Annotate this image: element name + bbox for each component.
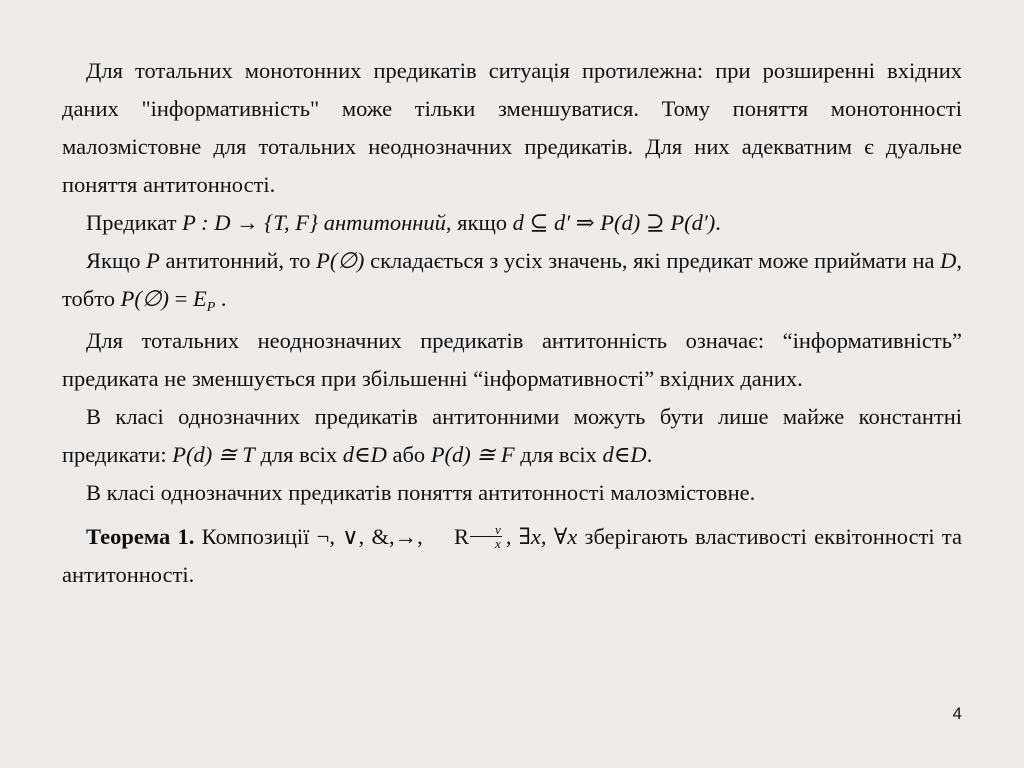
slide-body <box>62 52 962 594</box>
formula-true: P(d) ≅ T <box>172 442 255 467</box>
predicate-declaration: P : D → {T, F} <box>182 210 319 235</box>
antitone-condition: d ⊆ d′ ⇒ P(d) ⊇ P(d′) <box>512 210 716 235</box>
formula-domain: d∈D <box>602 442 647 467</box>
text-fragment: Якщо <box>86 248 147 273</box>
definition-end: . <box>715 210 721 235</box>
page-number: 4 <box>952 704 962 723</box>
renomination-operator <box>430 518 502 556</box>
paragraph-constant-predicates <box>62 398 962 474</box>
math-p-empty: P(∅) <box>316 248 365 273</box>
composition-operators: ¬, ∨, &,→, <box>316 524 423 549</box>
quantifiers: , ∃x, ∀x <box>505 524 578 549</box>
math-e: E <box>192 286 207 311</box>
text-fragment: для всіх <box>254 442 343 467</box>
text-fragment: або <box>386 442 431 467</box>
text-fragment: В класі однозначних предикатів антитонними можуть бути лише майже константні предикати: <box>62 404 962 467</box>
text-fragment: антитонний, то <box>159 248 317 273</box>
renomination-letter: R <box>454 524 470 549</box>
renomination-fraction <box>470 523 502 550</box>
definition-lead: Предикат <box>86 210 183 235</box>
renomination-denominator: x <box>495 536 501 552</box>
paragraph-informativity: Для тотальних неоднозначних предикатів антитонність означає: “інформативність” предиката не зменшується при збільшенні “інформативності” вхідних даних. <box>62 328 962 391</box>
theorem-label: Теорема 1. <box>86 524 195 549</box>
paragraph-antitone-definition <box>62 204 962 242</box>
definition-connector: , якщо <box>445 210 513 235</box>
paragraph-monotone-intro: Для тотальних монотонних предикатів ситуація протилежна: при розширенні вхідних даних "інформативність" може тільки зменшуватися. Тому поняття монотонності малозмістовне для тотальних неоднозначних предикатів. Для них адекватним є дуальне поняття антитонності. <box>62 58 962 197</box>
antitone-term: антитонний <box>318 210 446 235</box>
math-p-empty: P(∅) <box>120 286 169 311</box>
text-fragment: Композиції <box>194 524 317 549</box>
text-fragment: зберігають властивості еквітонності та антитонності. <box>62 524 963 587</box>
paragraph-empty-set-property <box>62 242 962 322</box>
formula-false: P(d) ≅ F <box>430 442 515 467</box>
math-d: D <box>940 248 957 273</box>
text-fragment: складається з усіх значень, які предикат може приймати на <box>364 248 941 273</box>
math-e-subscript: P <box>206 300 216 315</box>
text-fragment: = <box>169 286 193 311</box>
text-fragment: . <box>215 286 227 311</box>
paragraph-theorem <box>62 518 962 594</box>
formula-domain: d∈D <box>342 442 387 467</box>
text-fragment: для всіх <box>514 442 603 467</box>
text-fragment: . <box>646 442 653 467</box>
text-fragment: , тобто <box>62 248 962 311</box>
paragraph-single-valued: В класі однозначних предикатів поняття антитонності малозмістовне. <box>86 480 756 505</box>
renomination-numerator: v <box>470 523 502 537</box>
math-p: P <box>146 248 160 273</box>
